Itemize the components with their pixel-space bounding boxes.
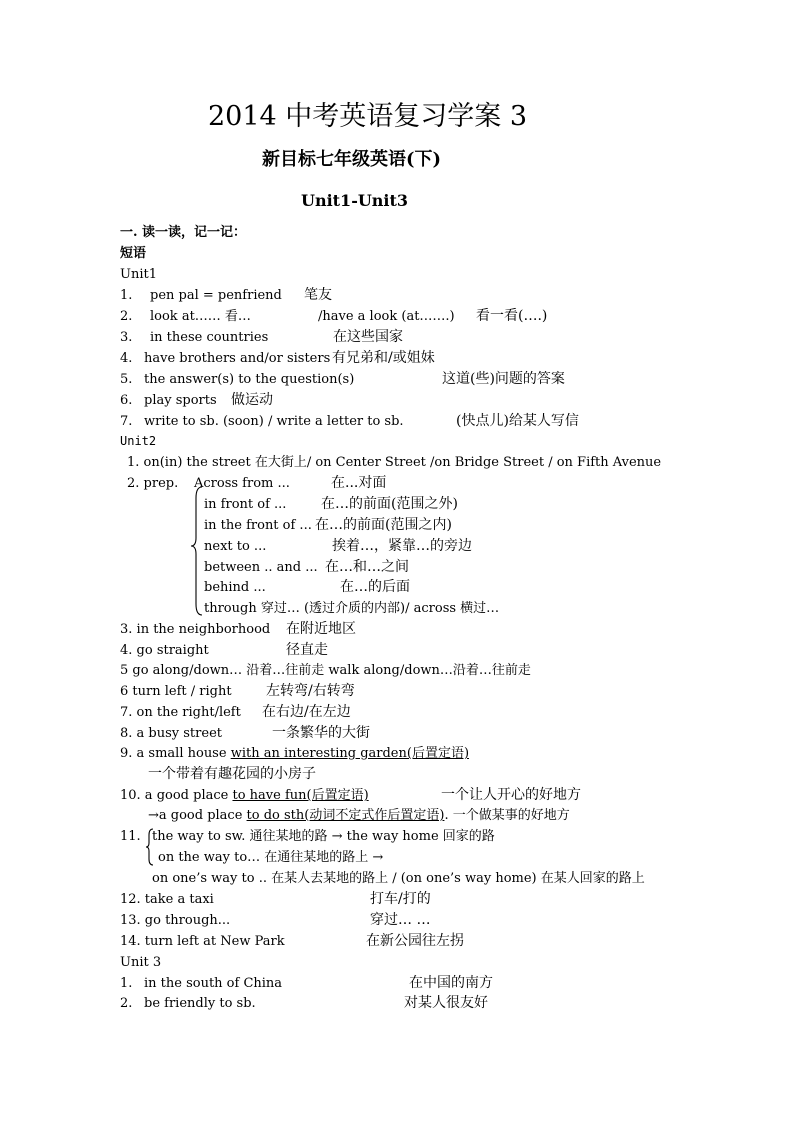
phrase-underlined: with an interesting garden(后置定语): [230, 746, 470, 761]
unit2-item-4-en: 4. go straight: [120, 643, 209, 658]
unit2-item-11-number: 11.: [120, 829, 141, 844]
prep-phrase-zh: 挨着…，紧靠…的旁边: [332, 538, 472, 554]
item-number: 1.: [120, 288, 133, 303]
item-number: 2.: [120, 996, 133, 1011]
unit2-item-1: 1. on(in) the street 在大街上/ on Center Street /on Bridge Street / on Fifth Avenue: [127, 455, 662, 470]
phrase-en: →a good place: [148, 808, 247, 823]
phrase-zh: 做运动: [231, 392, 273, 408]
prep-phrase-en: Across from ...: [194, 476, 290, 491]
unit2-item-10-zh: 一个让人开心的好地方: [441, 787, 581, 803]
phrase-en: be friendly to sb.: [144, 996, 256, 1011]
section-heading: 一. 读一读，记一记：: [120, 225, 247, 240]
unit2-item-11-line-3: on one’s way to .. 在某人去某地的路上 / (on one’s way home) 在某人回家的路上: [152, 871, 645, 886]
unit2-item-13-en: 13. go through...: [120, 913, 231, 928]
phrase-en: 10. a good place: [120, 788, 233, 803]
unit2-item-12-zh: 打车/打的: [370, 891, 431, 907]
phrase-underlined: to have fun(后置定语): [232, 788, 369, 803]
unit2-item-3-zh: 在附近地区: [286, 621, 356, 637]
unit2-item-7-zh: 在右边/在左边: [262, 704, 351, 720]
unit2-item-5: 5 go along/down… 沿着…往前走 walk along/down…沿着…往前走: [120, 663, 531, 678]
brace-icon: [190, 486, 204, 616]
unit2-item-6-zh: 左转弯/右转弯: [266, 683, 355, 699]
item-number: 4.: [120, 351, 133, 366]
unit1-label: Unit1: [120, 267, 157, 282]
phrase-en: write to sb. (soon) / write a letter to sb.: [144, 414, 404, 429]
phrase-en: in these countries: [150, 330, 269, 345]
phrase-zh: 看一看(….): [476, 308, 548, 324]
unit2-item-14-en: 14. turn left at New Park: [120, 934, 285, 949]
phrase-en: play sports: [144, 393, 217, 408]
item-number: 5.: [120, 372, 133, 387]
phrase-en: look at…… 看…: [150, 309, 251, 324]
prep-phrase-en: between .. and ...: [204, 560, 318, 575]
prep-phrase-zh: 在…的后面: [340, 579, 410, 595]
item-number: 7.: [120, 414, 133, 429]
phrases-label: 短语: [120, 246, 147, 261]
item-number: 3.: [120, 330, 133, 345]
phrase-en: pen pal = penfriend: [150, 288, 282, 303]
unit2-item-11-line-1: the way to sw. 通往某地的路 → the way home 回家的路: [152, 829, 495, 844]
unit2-item-10b: [148, 808, 570, 824]
item-number: 2.: [120, 309, 133, 324]
unit2-item-8-en: 8. a busy street: [120, 726, 222, 741]
page-title: 2014 中考英语复习学案 3: [208, 101, 528, 132]
prep-phrase-en: in front of ...: [204, 497, 287, 512]
prep-phrase-en: in the front of ...: [204, 518, 312, 533]
unit2-item-3-en: 3. in the neighborhood: [120, 622, 271, 637]
item-number: 6.: [120, 393, 133, 408]
unit2-item-6-en: 6 turn left / right: [120, 684, 232, 699]
prep-phrase-zh: 在...对面: [331, 475, 387, 491]
unit2-item-9-zh: 一个带着有趣花园的小房子: [148, 766, 316, 782]
phrase-en: have brothers and/or sisters: [144, 351, 331, 366]
prep-phrase-en: through 穿过… (透过介质的内部)/ across 横过…: [204, 601, 500, 616]
unit2-item-14-zh: 在新公园往左拐: [366, 933, 464, 949]
unit2-item-12-en: 12. take a taxi: [120, 892, 214, 907]
phrase-zh: 这道(些)问题的答案: [442, 371, 565, 387]
unit3-label: Unit 3: [120, 955, 162, 970]
unit2-item-11-line-2: on the way to… 在通往某地的路上 →: [158, 850, 384, 865]
item-number: 1.: [120, 976, 133, 991]
phrase-zh: (快点儿)给某人写信: [456, 413, 579, 429]
unit2-item-10: [120, 788, 369, 804]
phrase-zh: 在中国的南方: [409, 975, 493, 991]
phrase-zh: 在这些国家: [333, 329, 403, 345]
prep-phrase-zh: 在…和…之间: [325, 559, 409, 575]
phrase-zh: 笔友: [304, 287, 332, 303]
unit-range-title: Unit1-Unit3: [301, 191, 409, 210]
phrase-en: 9. a small house: [120, 746, 231, 761]
phrase-en: the answer(s) to the question(s): [144, 372, 355, 387]
subtitle: 新目标七年级英语(下): [262, 149, 442, 170]
prep-phrase-en: behind ...: [204, 580, 266, 595]
phrase-en: in the south of China: [144, 976, 283, 991]
prep-phrase-zh: 在…的前面(范围之内): [315, 517, 452, 533]
unit2-item-7-en: 7. on the right/left: [120, 705, 241, 720]
unit2-item-13-zh: 穿过… …: [370, 912, 431, 928]
phrase-zh: . 一个做某事的好地方: [444, 808, 570, 823]
unit2-item-9: [120, 746, 469, 762]
phrase-underlined: to do sth(动词不定式作后置定语): [246, 808, 445, 823]
phrase-en-alt: /have a look (at…….): [318, 309, 455, 324]
unit2-item-8-zh: 一条繁华的大街: [272, 725, 370, 741]
unit2-item-4-zh: 径直走: [286, 642, 328, 658]
prep-phrase-zh: 在…的前面(范围之外): [321, 496, 458, 512]
prep-phrase-en: next to ...: [204, 539, 267, 554]
phrase-zh: 有兄弟和/或姐妹: [332, 350, 435, 366]
unit2-label: Unit2: [120, 434, 157, 448]
phrase-zh: 对某人很友好: [404, 995, 488, 1011]
unit2-item-2-number: 2. prep.: [127, 476, 179, 491]
